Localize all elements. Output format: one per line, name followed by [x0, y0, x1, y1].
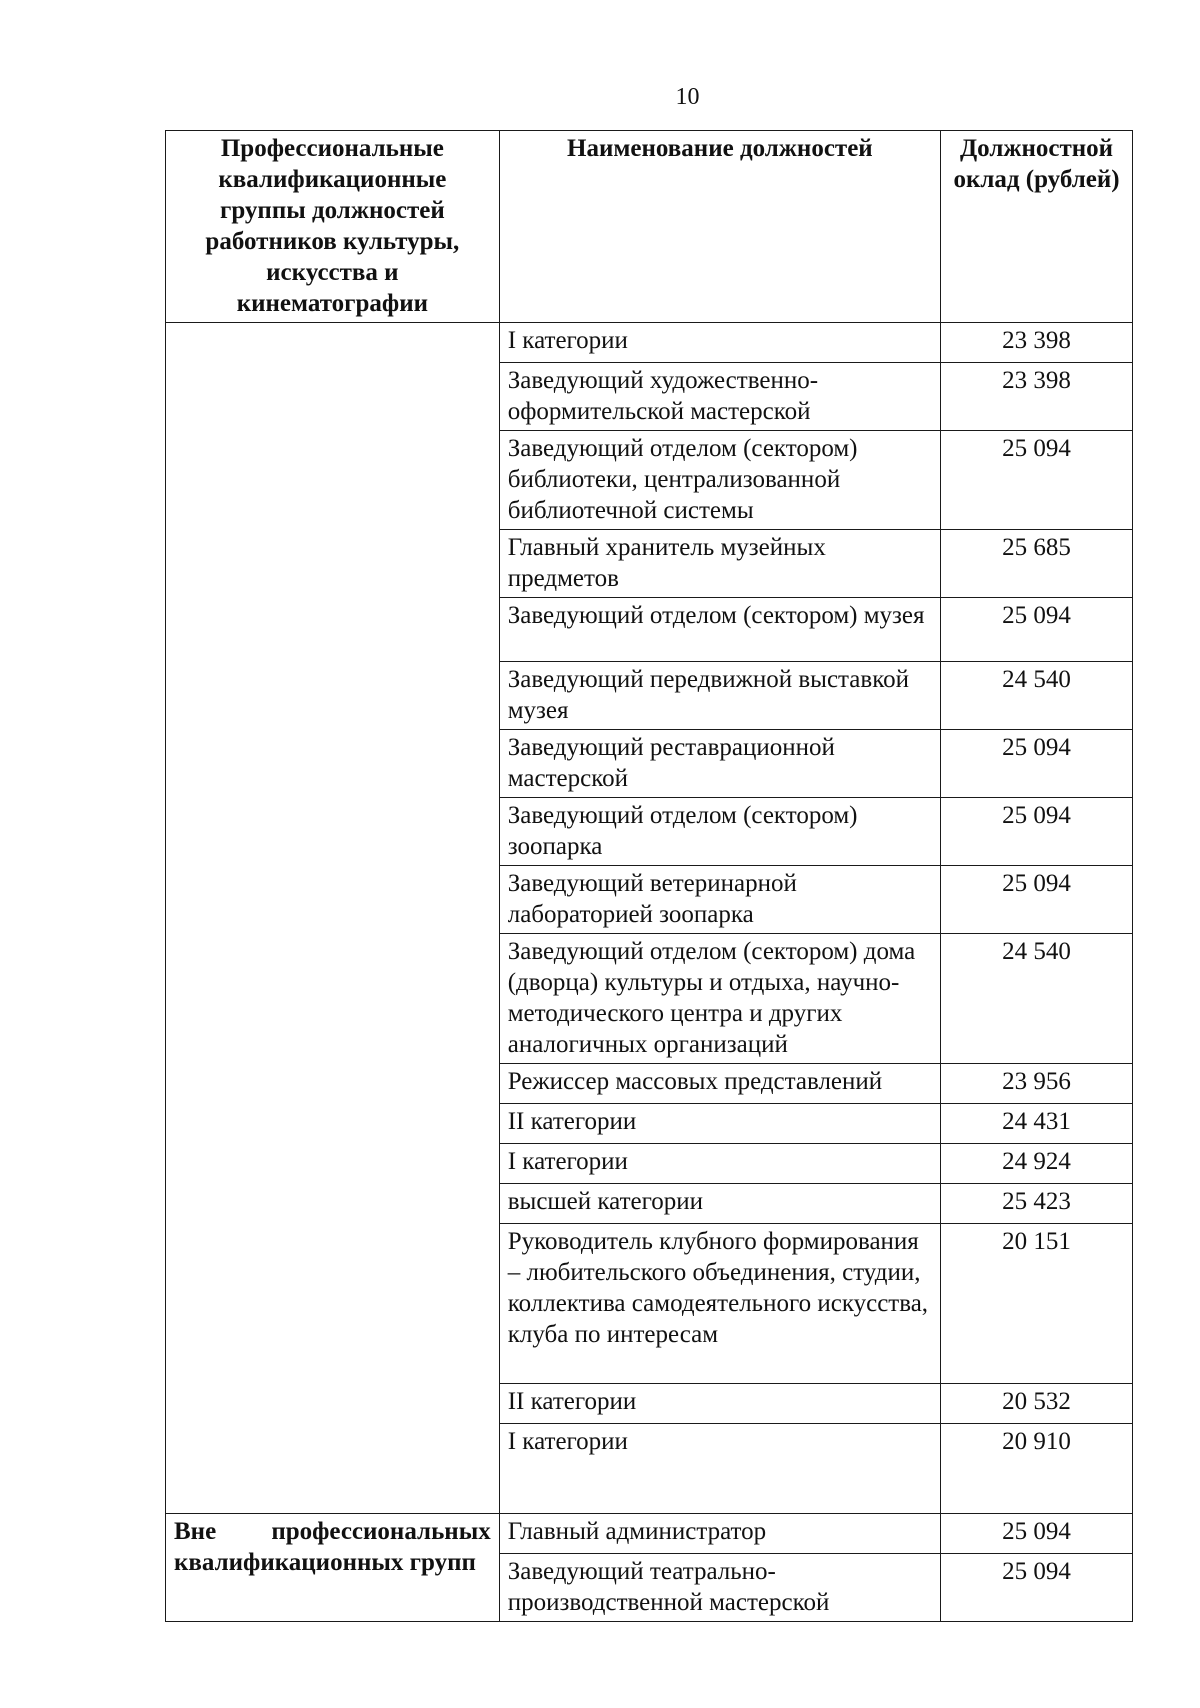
- salary-cell: 20 532: [941, 1384, 1133, 1424]
- position-cell: Главный хранитель музейных предметов: [499, 530, 940, 598]
- salary-cell: 23 398: [941, 323, 1133, 363]
- salary-cell: 24 540: [941, 934, 1133, 1064]
- salary-cell: 20 910: [941, 1424, 1133, 1514]
- table-row: [166, 323, 1133, 363]
- position-cell: I категории: [499, 1144, 940, 1184]
- table-body: [166, 323, 1133, 1514]
- salary-cell: 24 431: [941, 1104, 1133, 1144]
- position-cell: Заведующий отделом (сектором) музея: [499, 598, 940, 662]
- position-cell: высшей категории: [499, 1184, 940, 1224]
- position-cell: Заведующий передвижной выставкой музея: [499, 662, 940, 730]
- salary-cell: 25 423: [941, 1184, 1133, 1224]
- salary-cell: 25 094: [941, 798, 1133, 866]
- outside-group-label: Вне профессиональных квалификационных групп: [166, 1514, 500, 1622]
- salary-cell: 23 956: [941, 1064, 1133, 1104]
- salary-cell: 25 094: [941, 431, 1133, 530]
- position-cell: Заведующий театрально-производственной мастерской: [499, 1554, 940, 1622]
- salary-cell: 25 094: [941, 598, 1133, 662]
- group-cell-empty: [166, 323, 500, 1514]
- position-cell: Заведующий ветеринарной лабораторией зоопарка: [499, 866, 940, 934]
- position-cell: Заведующий отделом (сектором) дома (дворца) культуры и отдыха, научно-методического центра и других аналогичных организаций: [499, 934, 940, 1064]
- position-cell: I категории: [499, 1424, 940, 1514]
- salary-cell: 25 094: [941, 1514, 1133, 1554]
- position-cell: II категории: [499, 1104, 940, 1144]
- position-cell: I категории: [499, 323, 940, 363]
- salary-cell: 25 094: [941, 1554, 1133, 1622]
- salary-cell: 24 924: [941, 1144, 1133, 1184]
- position-cell: Режиссер массовых представлений: [499, 1064, 940, 1104]
- header-position: Наименование должностей: [499, 131, 940, 323]
- salary-cell: 25 094: [941, 866, 1133, 934]
- table-header-row: [166, 131, 1133, 323]
- position-cell: Заведующий художественно-оформительской мастерской: [499, 363, 940, 431]
- position-cell: Заведующий отделом (сектором) библиотеки, централизованной библиотечной системы: [499, 431, 940, 530]
- outside-group-body: [166, 1514, 1133, 1622]
- position-cell: Заведующий отделом (сектором) зоопарка: [499, 798, 940, 866]
- header-group: Профессиональные квалификационные группы должностей работников культуры, искусства и кинематографии: [166, 131, 500, 323]
- salary-table: [165, 130, 1133, 1622]
- salary-cell: 20 151: [941, 1224, 1133, 1384]
- position-cell: Заведующий реставрационной мастерской: [499, 730, 940, 798]
- position-cell: Руководитель клубного формирования – любительского объединения, студии, коллектива самодеятельного искусства, клуба по интересам: [499, 1224, 940, 1384]
- position-cell: Главный администратор: [499, 1514, 940, 1554]
- position-cell: II категории: [499, 1384, 940, 1424]
- page-number: 10: [675, 84, 700, 110]
- salary-cell: 24 540: [941, 662, 1133, 730]
- salary-cell: 25 094: [941, 730, 1133, 798]
- salary-cell: 23 398: [941, 363, 1133, 431]
- header-salary: Должностной оклад (рублей): [941, 131, 1133, 323]
- table-row: [166, 1514, 1133, 1554]
- salary-cell: 25 685: [941, 530, 1133, 598]
